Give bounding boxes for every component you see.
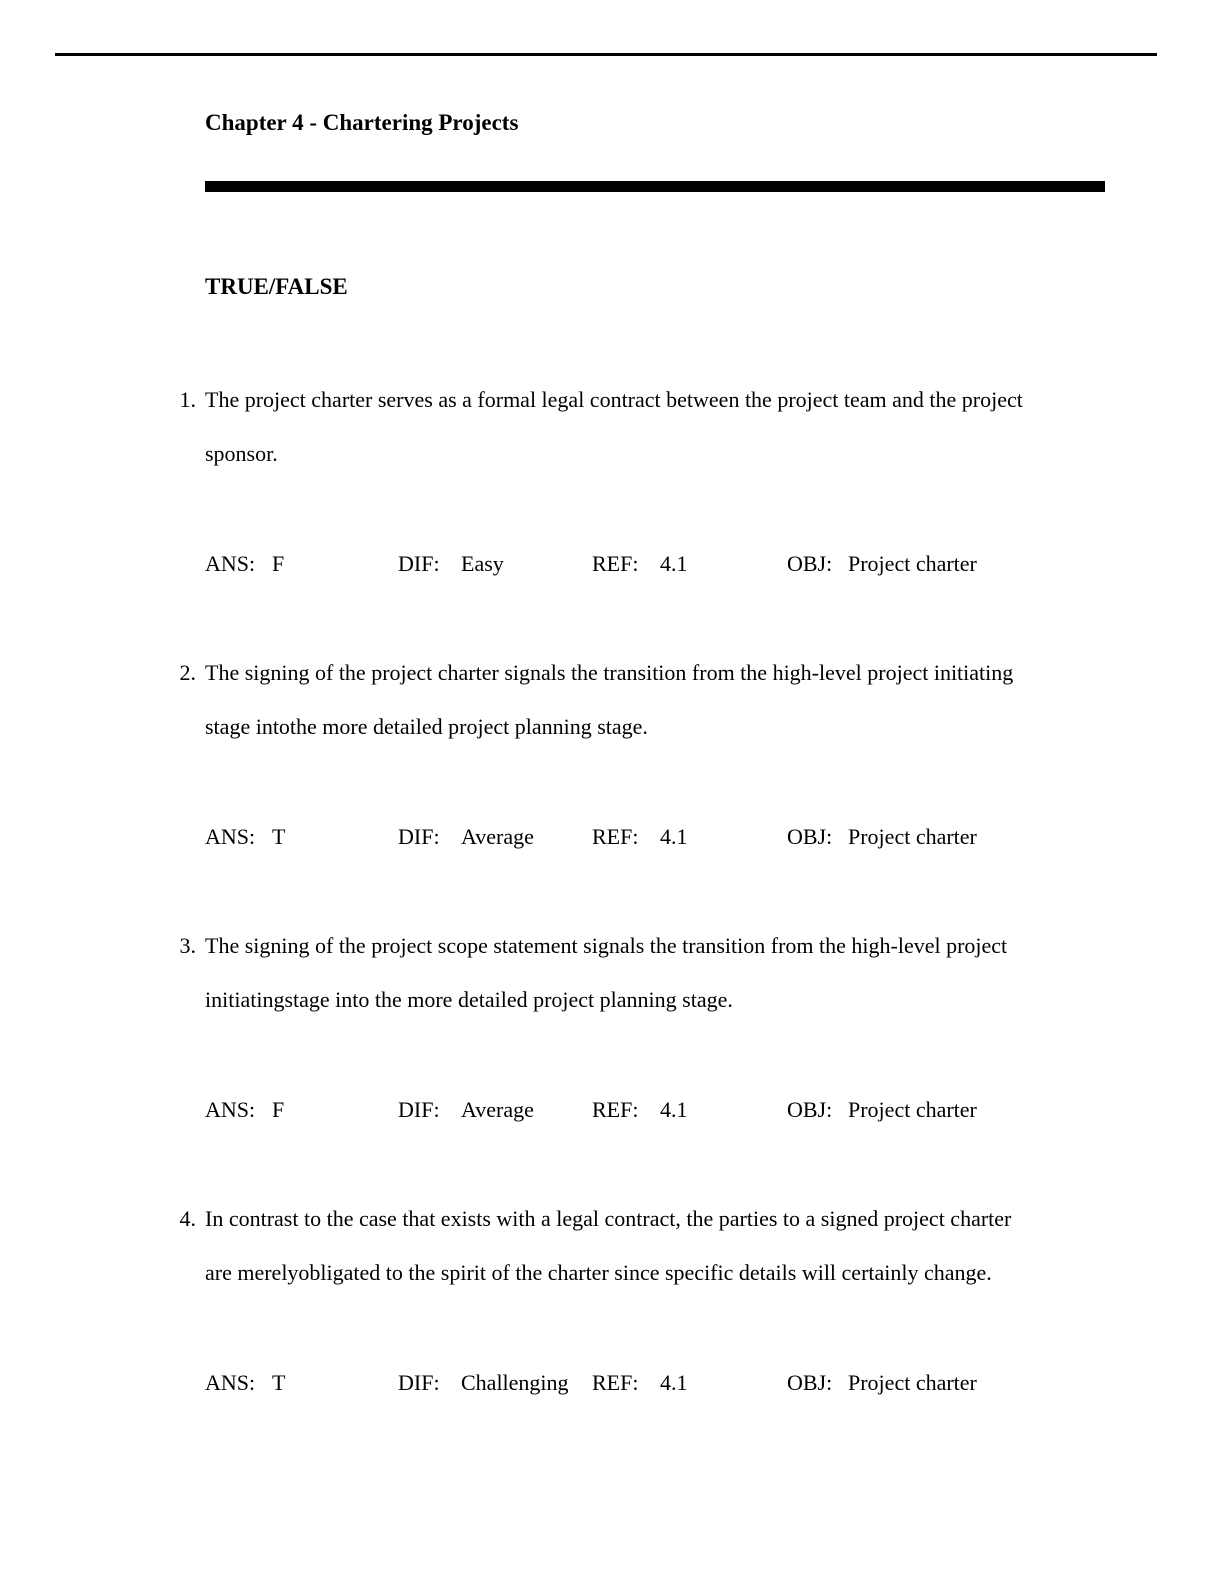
dif-value: Challenging: [461, 1370, 569, 1395]
question-3: [166, 931, 1106, 1039]
dif-value: Average: [461, 824, 534, 849]
obj-label: OBJ:: [787, 1370, 833, 1395]
ans-label: ANS:: [205, 824, 256, 849]
obj-value: Project charter: [848, 1097, 977, 1122]
question-line: [166, 985, 1106, 1039]
question-text: sponsor.: [205, 441, 278, 466]
question-text: stage intothe more detailed project planning stage.: [205, 714, 648, 739]
title-divider: [205, 181, 1105, 192]
question-line: [166, 385, 1106, 439]
obj-label: OBJ:: [787, 1097, 833, 1122]
question-line: [166, 712, 1106, 766]
dif-value: Average: [461, 1097, 534, 1122]
question-text: In contrast to the case that exists with a legal contract, the parties to a signed project charter: [205, 1206, 1012, 1231]
question-number: 3.: [179, 933, 196, 958]
section-heading: TRUE/FALSE: [205, 274, 348, 299]
answer-row-1: [205, 549, 1105, 579]
question-text: The signing of the project charter signals the transition from the high-level project initiating: [205, 660, 1014, 685]
question-2: [166, 658, 1106, 766]
dif-label: DIF:: [398, 551, 440, 576]
question-line: [166, 931, 1106, 985]
ans-label: ANS:: [205, 1370, 256, 1395]
question-number: 2.: [179, 660, 196, 685]
ans-value: F: [272, 551, 285, 576]
ans-value: F: [272, 1097, 285, 1122]
ans-label: ANS:: [205, 1097, 256, 1122]
question-line: [166, 1204, 1106, 1258]
question-line: [166, 658, 1106, 712]
answer-row-2: [205, 822, 1105, 852]
question-1: [166, 385, 1106, 493]
question-number: 4.: [179, 1206, 196, 1231]
ref-value: 4.1: [660, 551, 688, 576]
ref-value: 4.1: [660, 1097, 688, 1122]
question-4: [166, 1204, 1106, 1312]
question-line: [166, 439, 1106, 493]
chapter-title: Chapter 4 - Chartering Projects: [205, 110, 519, 135]
question-text: The project charter serves as a formal legal contract between the project team and the project: [205, 387, 1023, 412]
obj-label: OBJ:: [787, 551, 833, 576]
dif-label: DIF:: [398, 1370, 440, 1395]
obj-label: OBJ:: [787, 824, 833, 849]
ref-value: 4.1: [660, 824, 688, 849]
obj-value: Project charter: [848, 824, 977, 849]
question-line: [166, 1258, 1106, 1312]
ref-label: REF:: [592, 1370, 639, 1395]
question-text: are merelyobligated to the spirit of the charter since specific details will certainly change.: [205, 1260, 992, 1285]
answer-row-4: [205, 1368, 1105, 1398]
question-text: initiatingstage into the more detailed project planning stage.: [205, 987, 733, 1012]
ans-value: T: [272, 824, 286, 849]
dif-label: DIF:: [398, 824, 440, 849]
dif-label: DIF:: [398, 1097, 440, 1122]
answer-row-3: [205, 1095, 1105, 1125]
header-rule: [55, 53, 1157, 56]
dif-value: Easy: [461, 551, 504, 576]
obj-value: Project charter: [848, 1370, 977, 1395]
ref-value: 4.1: [660, 1370, 688, 1395]
ref-label: REF:: [592, 551, 639, 576]
question-number: 1.: [179, 387, 196, 412]
ans-value: T: [272, 1370, 286, 1395]
obj-value: Project charter: [848, 551, 977, 576]
ans-label: ANS:: [205, 551, 256, 576]
question-text: The signing of the project scope statement signals the transition from the high-level project: [205, 933, 1008, 958]
ref-label: REF:: [592, 824, 639, 849]
ref-label: REF:: [592, 1097, 639, 1122]
